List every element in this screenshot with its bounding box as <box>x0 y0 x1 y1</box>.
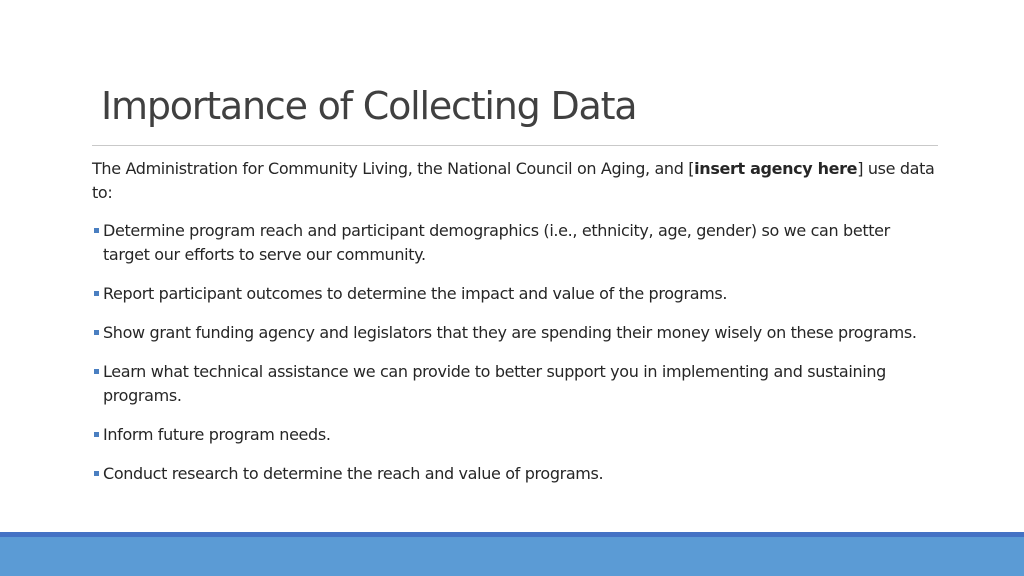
intro-text-bold: insert agency here <box>694 159 858 178</box>
footer-band <box>0 532 1024 576</box>
bullet-text: Report participant outcomes to determine the impact and value of the programs. <box>103 284 728 303</box>
footer-band-accent <box>0 532 1024 537</box>
bullet-text: Inform future program needs. <box>103 425 331 444</box>
bullet-list <box>92 219 938 486</box>
bullet-item <box>92 423 938 447</box>
square-bullet-icon <box>94 369 99 374</box>
bullet-text: Conduct research to determine the reach and value of programs. <box>103 464 604 483</box>
bullet-text: Show grant funding agency and legislators that they are spending their money wisely on these programs. <box>103 323 917 342</box>
bullet-text: Learn what technical assistance we can provide to better support you in implementing and sustaining programs. <box>103 362 886 405</box>
square-bullet-icon <box>94 471 99 476</box>
intro-text-after: ] use data to: <box>92 159 935 202</box>
slide-body <box>92 157 938 501</box>
bullet-item <box>92 321 938 345</box>
intro-text-before: The Administration for Community Living, the National Council on Aging, and [ <box>92 159 695 178</box>
square-bullet-icon <box>94 330 99 335</box>
square-bullet-icon <box>94 432 99 437</box>
slide-title: Importance of Collecting Data <box>101 84 637 128</box>
bullet-item <box>92 219 938 267</box>
intro-paragraph <box>92 157 938 205</box>
bullet-item <box>92 360 938 408</box>
square-bullet-icon <box>94 291 99 296</box>
square-bullet-icon <box>94 228 99 233</box>
bullet-text: Determine program reach and participant demographics (i.e., ethnicity, age, gender) so we can better target our efforts to serve our community. <box>103 221 890 264</box>
bullet-item <box>92 462 938 486</box>
title-divider <box>92 145 938 146</box>
bullet-item <box>92 282 938 306</box>
